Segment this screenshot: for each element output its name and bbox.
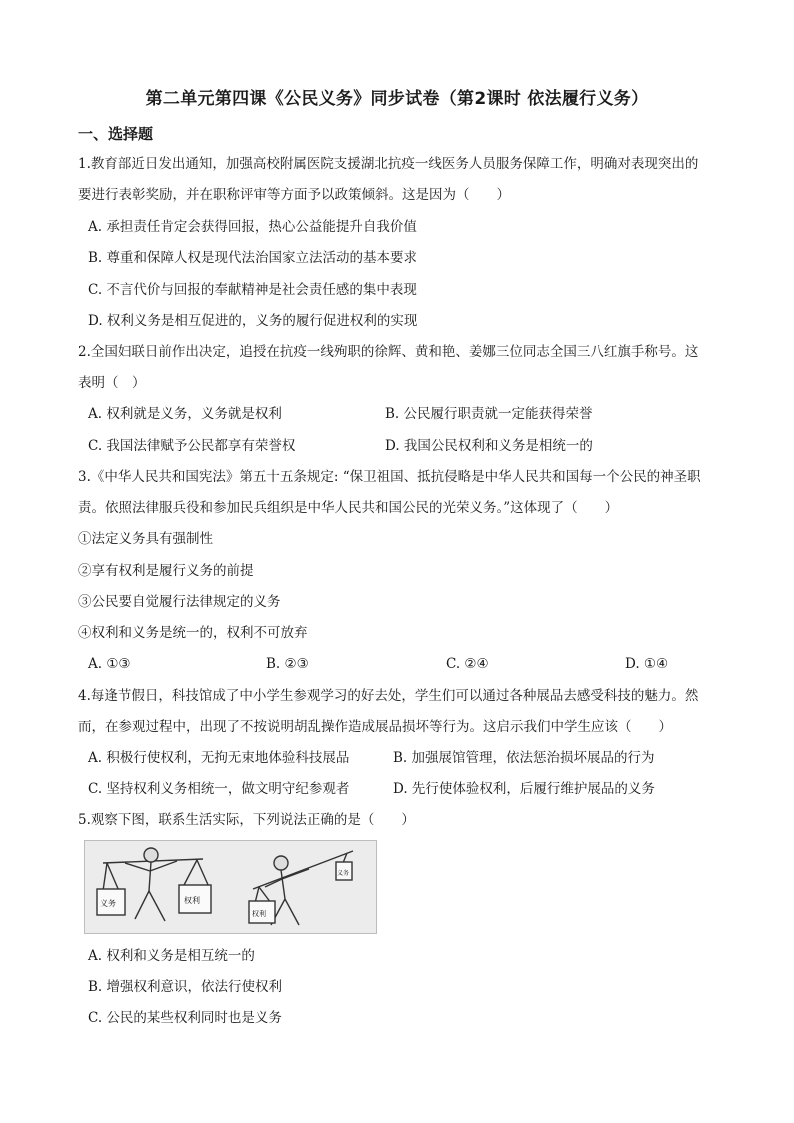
q4-option-c[interactable]: C. 坚持权利义务相统一，做文明守纪参观者 — [88, 781, 350, 797]
q1-option-c[interactable]: C. 不言代价与回报的奉献精神是社会责任感的集中表现 — [88, 282, 417, 298]
q5-option-a[interactable]: A. 权利和义务是相互统一的 — [88, 948, 255, 964]
q3-option-a[interactable]: A. ①③ — [88, 656, 131, 672]
page-title: 第二单元第四课《公民义务》同步试卷（第2课时 依法履行义务） — [145, 89, 649, 109]
q4-stem-line2: 而，在参观过程中，出现了不按说明胡乱操作造成展品损坏等行为。这启示我们中学生应该（ ） — [78, 719, 672, 735]
q3-option-c[interactable]: C. ②④ — [446, 656, 489, 672]
cartoon-drawing — [85, 841, 376, 933]
cartoon-label-right-2: 权利 — [252, 910, 266, 918]
q1-option-b[interactable]: B. 尊重和保障人权是现代法治国家立法活动的基本要求 — [88, 250, 418, 266]
q5-option-c[interactable]: C. 公民的某些权利同时也是义务 — [88, 1010, 282, 1026]
q5-stem-line1: 5.观察下图，联系生活实际，下列说法正确的是（ ） — [78, 812, 415, 828]
q4-option-a[interactable]: A. 积极行使权利，无拘无束地体验科技展品 — [88, 750, 350, 766]
q2-option-a[interactable]: A. 权利就是义务，义务就是权利 — [88, 406, 282, 422]
q4-stem-line1: 4.每逢节假日，科技馆成了中小学生参观学习的好去处，学生们可以通过各种展品去感受科技的魅力。然 — [78, 688, 699, 704]
cartoon-label-left-1: 义务 — [100, 899, 116, 908]
q2-option-b[interactable]: B. 公民履行职责就一定能获得荣誉 — [385, 406, 593, 422]
q1-stem-line2: 要进行表彰奖励，并在职称评审等方面予以政策倾斜。这是因为（ ） — [78, 187, 510, 203]
q2-stem-line2: 表明（ ） — [78, 375, 146, 391]
q3-stem-line2: 责。依照法律服兵役和参加民兵组织是中华人民共和国公民的光荣义务。”这体现了（ ） — [78, 500, 619, 516]
q4-option-d[interactable]: D. 先行使体验权利，后履行维护展品的义务 — [393, 781, 655, 797]
q2-option-c[interactable]: C. 我国法律赋予公民都享有荣誉权 — [88, 438, 296, 454]
q3-stem-line1: 3.《中华人民共和国宪法》第五十五条规定: “保卫祖国、抵抗侵略是中华人民共和国每一个公民的神圣职 — [78, 469, 701, 485]
cartoon-image — [84, 840, 377, 934]
q4-option-b[interactable]: B. 加强展馆管理，依法惩治损坏展品的行为 — [393, 750, 655, 766]
cartoon-label-right-1: 义务 — [337, 870, 350, 877]
q3-statement-1: ①法定义务具有强制性 — [78, 531, 213, 547]
q3-statement-3: ③公民要自觉履行法律规定的义务 — [78, 594, 281, 610]
q3-option-d[interactable]: D. ①④ — [625, 656, 669, 672]
q1-option-a[interactable]: A. 承担责任肯定会获得回报，热心公益能提升自我价值 — [88, 219, 417, 235]
q2-stem-line1: 2.全国妇联日前作出决定，追授在抗疫一线殉职的徐辉、黄和艳、姜娜三位同志全国三八红旗手称号。这 — [78, 344, 699, 360]
section-heading: 一、选择题 — [78, 125, 154, 143]
q1-option-d[interactable]: D. 权利义务是相互促进的，义务的履行促进权利的实现 — [88, 313, 418, 329]
q3-option-b[interactable]: B. ②③ — [266, 656, 309, 672]
q3-statement-4: ④权利和义务是统一的，权利不可放弃 — [78, 625, 308, 641]
q5-option-b[interactable]: B. 增强权利意识，依法行使权利 — [88, 979, 283, 995]
q2-option-d[interactable]: D. 我国公民权利和义务是相统一的 — [385, 438, 593, 454]
cartoon-label-left-2: 权利 — [184, 896, 200, 905]
q3-statement-2: ②享有权利是履行义务的前提 — [78, 563, 254, 579]
q1-stem-line1: 1.教育部近日发出通知，加强高校附属医院支援湖北抗疫一线医务人员服务保障工作，明确对表现突出的 — [78, 156, 699, 172]
